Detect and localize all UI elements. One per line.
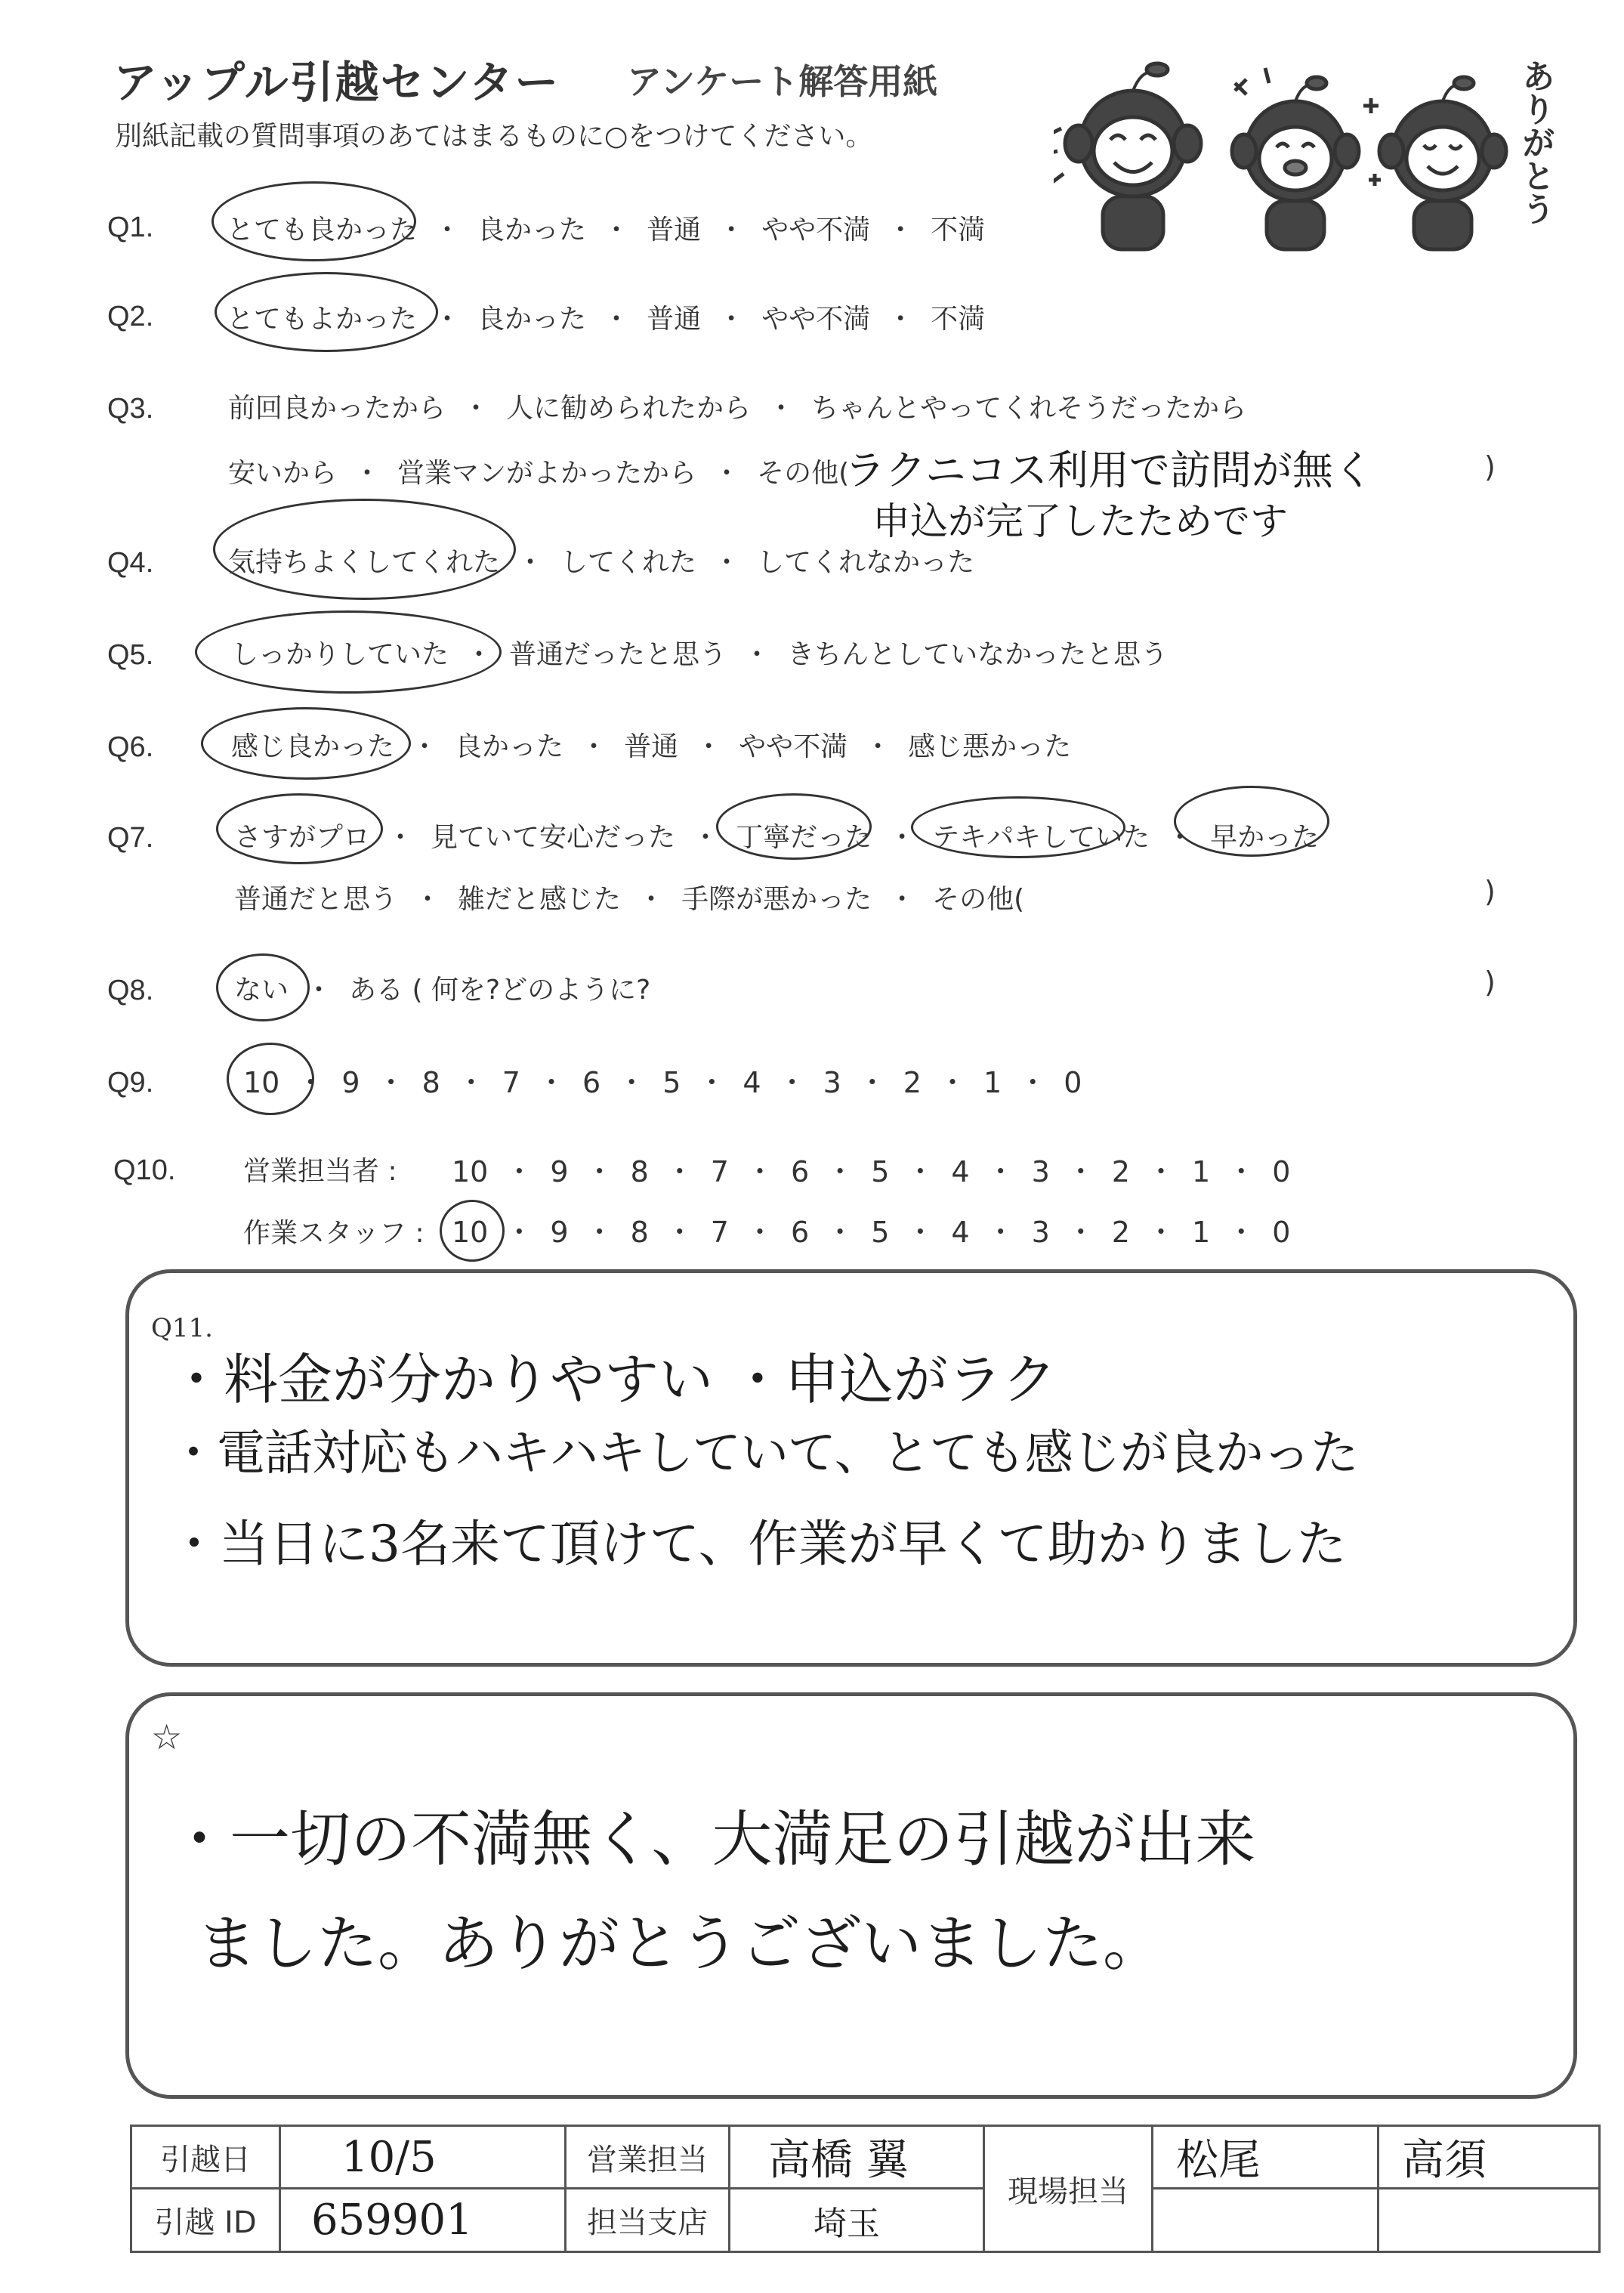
q3-option[interactable]: その他( (757, 458, 850, 489)
q1-label: Q1. (107, 212, 154, 243)
move-id-value[interactable]: 659901 (280, 2189, 566, 2252)
q9-option[interactable]: 2 (903, 1066, 922, 1099)
q7-close-paren: ) (1484, 875, 1496, 908)
q3-options-line2: 安いから ・ 営業マンがよかったから ・ その他( (228, 452, 849, 490)
q7-options-line2: 普通だと思う ・ 雑だと感じた ・ 手際が悪かった ・ その他( (234, 878, 1024, 916)
q10-staff-option[interactable]: 0 (1272, 1216, 1291, 1249)
thanks-vertical-text: ありがとう (1516, 59, 1555, 225)
q9-label: Q9. (107, 1067, 154, 1099)
q7-option[interactable]: 雑だと感じた (458, 884, 622, 915)
q3-options-line1: 前回良かったから ・ 人に勧められたから ・ ちゃんとやってくれそうだったから (228, 387, 1246, 425)
q2-option[interactable]: 普通 (647, 304, 702, 335)
q4-option[interactable]: 気持ちよくしてくれた (228, 547, 501, 578)
q1-selection-circle (211, 181, 416, 261)
instruction-text: 別紙記載の質問事項のあてはまるものに○をつけてください。 (115, 121, 873, 152)
q10-staff-option[interactable]: 5 (871, 1216, 890, 1249)
q10-sales-scale: 10 ・ 9 ・ 8 ・ 7 ・ 6 ・ 5 ・ 4 ・ 3 ・ 2 ・ 1 ・ 0 (452, 1155, 1291, 1188)
q11-handwriting-line-2: ・電話対応もハキハキしていて、とても感じが良かった (169, 1426, 1358, 1482)
q10-label: Q10. (113, 1154, 176, 1186)
q7-option[interactable]: 見ていて安心だった (431, 822, 676, 853)
q7-option[interactable]: 手際が悪かった (681, 884, 872, 915)
q7-label: Q7. (107, 822, 154, 854)
q2-option[interactable]: とてもよかった (227, 304, 418, 335)
move-date-label: 引越日 (131, 2126, 280, 2189)
q10-sales-option[interactable]: 2 (1111, 1155, 1130, 1188)
q6-selection-circle (201, 707, 411, 780)
q9-option[interactable]: 1 (983, 1066, 1002, 1099)
q3-option[interactable]: 人に勧められたから (506, 393, 752, 424)
free-comment-handwriting-line-2: ました。ありがとうございました。 (196, 1908, 1163, 1979)
q8-option[interactable]: ある ( 何を?どのように? (349, 975, 651, 1006)
q2-label: Q2. (107, 301, 154, 332)
monkey-mascot-icon (1232, 68, 1359, 249)
q9-option[interactable]: 10 (243, 1066, 280, 1099)
q2-option[interactable]: 不満 (931, 304, 986, 335)
q5-label: Q5. (107, 639, 154, 671)
branch-value[interactable]: 埼玉 (730, 2189, 984, 2252)
q7-option[interactable]: 早かった (1210, 822, 1320, 853)
monkey-mascot-icon (1054, 63, 1201, 249)
monkey-mascot-icon (1363, 77, 1506, 249)
q10-sales-option[interactable]: 4 (951, 1155, 970, 1188)
q1-options: とても良かった ・ 良かった ・ 普通 ・ やや不満 ・ 不満 (227, 209, 985, 247)
sales-rep-label: 営業担当 (566, 2126, 730, 2189)
site-staff-label: 現場担当 (984, 2126, 1153, 2252)
q10-staff-option[interactable]: 8 (630, 1216, 649, 1249)
q3-option[interactable]: ちゃんとやってくれそうだったから (811, 393, 1247, 424)
q10-staff-option[interactable]: 9 (550, 1216, 569, 1249)
q10-staff-selection-circle (440, 1200, 505, 1262)
move-id-label: 引越 ID (131, 2189, 280, 2252)
q10-sales-option[interactable]: 10 (452, 1155, 489, 1188)
q4-option[interactable]: してくれなかった (757, 547, 975, 578)
q6-option[interactable]: 感じ悪かった (908, 731, 1072, 762)
q10-staff-option[interactable]: 2 (1111, 1216, 1130, 1249)
q10-staff-option[interactable]: 1 (1192, 1216, 1211, 1249)
q10-sales-option[interactable]: 6 (790, 1155, 810, 1188)
q5-options: しっかりしていた ・ 普通だったと思う ・ きちんとしていなかったと思う (231, 633, 1168, 672)
site-staff-2-value[interactable]: 高須 (1379, 2126, 1600, 2189)
q4-selection-circle (213, 499, 516, 600)
q10-staff-option[interactable]: 10 (452, 1216, 489, 1249)
q6-option[interactable]: 良かった (455, 731, 564, 762)
q7-selection-circle (1174, 786, 1329, 857)
q3-other-handwriting-2: 申込が完了したためです (872, 499, 1288, 543)
q7-option[interactable]: 丁寧だった (736, 822, 872, 853)
q10-sales-option[interactable]: 9 (550, 1155, 569, 1188)
form-title: アンケート解答用紙 (627, 61, 938, 102)
q9-option[interactable]: 8 (421, 1066, 440, 1099)
site-staff-2-extra[interactable] (1379, 2189, 1600, 2252)
q3-label: Q3. (107, 393, 154, 425)
q4-label: Q4. (107, 547, 154, 579)
q3-option[interactable]: 営業マンがよかったから (397, 458, 697, 489)
q8-option[interactable]: ない (234, 975, 289, 1006)
q2-option[interactable]: 良かった (477, 304, 587, 335)
q10-sales-option[interactable]: 3 (1031, 1155, 1050, 1188)
q8-options: ない ・ ある ( 何を?どのように? (234, 969, 650, 1007)
site-staff-1-value[interactable]: 松尾 (1153, 2126, 1379, 2189)
q9-selection-circle (227, 1043, 314, 1115)
q7-option[interactable]: さすがプロ (234, 822, 371, 853)
q10-sales-label: 営業担当者 : (243, 1156, 397, 1187)
q10-staff-option[interactable]: 6 (790, 1216, 810, 1249)
q1-option[interactable]: 良かった (477, 215, 587, 246)
q7-options-line1: さすがプロ ・ 見ていて安心だった ・ 丁寧だった ・ テキパキしていた ・ 早かった (234, 816, 1319, 854)
q10-staff-option[interactable]: 3 (1031, 1216, 1050, 1249)
q7-option[interactable]: その他( (932, 884, 1025, 915)
q10-sales-option[interactable]: 7 (710, 1155, 729, 1188)
q10-staff-scale: 10 ・ 9 ・ 8 ・ 7 ・ 6 ・ 5 ・ 4 ・ 3 ・ 2 ・ 1 ・ 0 (452, 1216, 1291, 1249)
q6-option[interactable]: やや不満 (739, 731, 848, 762)
q11-handwriting-line-1: ・料金が分かりやすい ・申込がラク (169, 1348, 1057, 1411)
q9-option[interactable]: 3 (823, 1066, 841, 1099)
sales-rep-value[interactable]: 高橋 翼 (730, 2126, 984, 2189)
q6-option[interactable]: 感じ良かった (231, 731, 395, 762)
q11-label: Q11. (151, 1313, 213, 1343)
monkey-mascots-illustration (1054, 38, 1545, 257)
q2-options: とてもよかった ・ 良かった ・ 普通 ・ やや不満 ・ 不満 (227, 298, 985, 336)
move-info-table (130, 2125, 1601, 2253)
q10-sales-option[interactable]: 5 (871, 1155, 890, 1188)
q1-option[interactable]: 普通 (647, 215, 702, 246)
free-comment-handwriting-line-1: ・一切の不満無く、大満足の引越が出来 (169, 1804, 1256, 1874)
q5-option[interactable]: 普通だったと思う (509, 639, 727, 670)
move-date-value[interactable]: 10/5 (280, 2126, 566, 2189)
q11-handwriting-line-3: ・当日に3名来て頂けて、作業が早くて助かりました (169, 1515, 1347, 1573)
q4-option[interactable]: してくれた (560, 547, 697, 578)
q10-sales-option[interactable]: 8 (630, 1155, 649, 1188)
q9-option[interactable]: 7 (502, 1066, 520, 1099)
q1-option[interactable]: とても良かった (227, 215, 418, 246)
q10-staff-option[interactable]: 4 (951, 1216, 970, 1249)
q6-options: 感じ良かった ・ 良かった ・ 普通 ・ やや不満 ・ 感じ悪かった (231, 725, 1071, 764)
q2-option[interactable]: やや不満 (761, 304, 871, 335)
q6-option[interactable]: 普通 (624, 731, 679, 762)
q3-option[interactable]: 安いから (228, 458, 338, 489)
q9-option[interactable]: 4 (743, 1066, 761, 1099)
q10-sales-option[interactable]: 0 (1272, 1155, 1291, 1188)
q10-staff-label: 作業スタッフ : (243, 1218, 425, 1249)
branch-label: 担当支店 (566, 2189, 730, 2252)
q8-close-paren: ) (1484, 966, 1496, 999)
company-name: アップル引越センター (113, 57, 560, 108)
q8-label: Q8. (107, 975, 154, 1006)
q5-option[interactable]: しっかりしていた (231, 639, 449, 670)
q8-selection-circle (216, 953, 310, 1021)
star-icon: ☆ (151, 1717, 183, 1757)
q3-close-paren: ) (1484, 450, 1496, 484)
q6-label: Q6. (107, 731, 154, 763)
q9-option[interactable]: 0 (1064, 1066, 1082, 1099)
q9-option[interactable]: 9 (341, 1066, 360, 1099)
q7-option[interactable]: テキパキしていた (932, 822, 1150, 853)
q10-staff-option[interactable]: 7 (710, 1216, 729, 1249)
q5-selection-circle (195, 610, 502, 694)
q7-selection-circle (216, 793, 383, 864)
q7-option[interactable]: 普通だと思う (234, 884, 398, 915)
q7-selection-circle (911, 796, 1125, 858)
q9-scale: 10 ・ 9 ・ 8 ・ 7 ・ 6 ・ 5 ・ 4 ・ 3 ・ 2 ・ 1 ・ 0 (243, 1066, 1082, 1099)
q3-option[interactable]: 前回良かったから (228, 393, 446, 424)
site-staff-1-extra[interactable] (1153, 2189, 1379, 2252)
q1-option[interactable]: やや不満 (761, 215, 871, 246)
q3-other-handwriting-1: ラクニコス利用で訪問が無く (844, 447, 1374, 494)
q5-option[interactable]: きちんとしていなかったと思う (787, 639, 1169, 670)
q7-selection-circle (716, 793, 872, 860)
q9-option[interactable]: 6 (582, 1066, 601, 1099)
q1-option[interactable]: 不満 (931, 215, 986, 246)
q10-sales-option[interactable]: 1 (1192, 1155, 1211, 1188)
q4-options: 気持ちよくしてくれた ・ してくれた ・ してくれなかった (228, 541, 974, 579)
q2-selection-circle (215, 272, 438, 352)
q9-option[interactable]: 5 (662, 1066, 681, 1099)
